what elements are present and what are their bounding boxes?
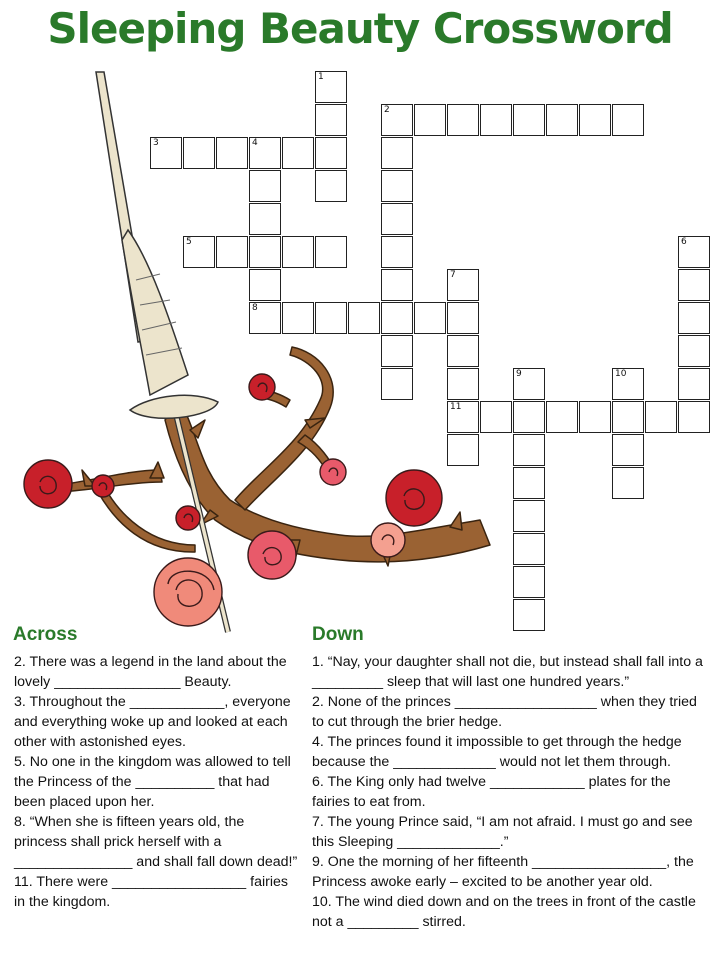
grid-cell[interactable] bbox=[282, 302, 314, 334]
grid-cell[interactable] bbox=[612, 467, 644, 499]
grid-cell[interactable] bbox=[381, 104, 413, 136]
grid-cell[interactable] bbox=[249, 302, 281, 334]
clue-down-10: 10. The wind died down and on the trees in front of the castle not a _________ stirred. bbox=[312, 894, 696, 930]
grid-cell[interactable] bbox=[447, 104, 479, 136]
rose-icon bbox=[176, 506, 200, 530]
grid-cell[interactable] bbox=[282, 137, 314, 169]
grid-cell[interactable] bbox=[513, 467, 545, 499]
grid-cell[interactable] bbox=[315, 170, 347, 202]
grid-cell[interactable] bbox=[480, 104, 512, 136]
clue-down-6: 6. The King only had twelve ____________ plates for the fairies to eat from. bbox=[312, 774, 671, 810]
grid-cell[interactable] bbox=[480, 401, 512, 433]
rose-icon bbox=[92, 475, 114, 497]
grid-cell[interactable] bbox=[678, 335, 710, 367]
rose-icon bbox=[24, 460, 72, 508]
clue-number: 8 bbox=[252, 303, 258, 313]
clue-number: 4 bbox=[252, 138, 258, 148]
grid-cell[interactable] bbox=[678, 236, 710, 268]
grid-cell[interactable] bbox=[513, 401, 545, 433]
grid-cell[interactable] bbox=[612, 434, 644, 466]
grid-cell[interactable] bbox=[348, 302, 380, 334]
grid-cell[interactable] bbox=[513, 368, 545, 400]
clue-down-2: 2. None of the princes __________________ when they tried to cut through the brier hedge. bbox=[312, 694, 697, 730]
across-heading: Across bbox=[13, 624, 78, 645]
grid-cell[interactable] bbox=[216, 236, 248, 268]
rose-icon bbox=[248, 531, 296, 579]
rose-icon bbox=[249, 374, 275, 400]
grid-cell[interactable] bbox=[183, 137, 215, 169]
clue-across-8: 8. “When she is fifteen years old, the princess shall prick herself with a _______________ and shall fall down dead!” bbox=[14, 814, 298, 870]
grid-cell[interactable] bbox=[249, 269, 281, 301]
grid-cell[interactable] bbox=[546, 104, 578, 136]
grid-cell[interactable] bbox=[249, 137, 281, 169]
grid-cell[interactable] bbox=[381, 170, 413, 202]
clue-down-7: 7. The young Prince said, “I am not afraid. I must go and see this Sleeping _____________.” bbox=[312, 814, 693, 850]
grid-cell[interactable] bbox=[612, 104, 644, 136]
grid-cell[interactable] bbox=[447, 401, 479, 433]
clue-down-9: 9. One the morning of her fifteenth _________________, the Princess awoke early – excited to be another year old. bbox=[312, 854, 694, 890]
grid-cell[interactable] bbox=[315, 137, 347, 169]
grid-cell[interactable] bbox=[381, 236, 413, 268]
clue-across-5: 5. No one in the kingdom was allowed to tell the Princess of the __________ that had been placed upon her. bbox=[14, 754, 291, 810]
clue-across-11: 11. There were _________________ fairies in the kingdom. bbox=[14, 874, 288, 910]
grid-cell[interactable] bbox=[678, 368, 710, 400]
grid-cell[interactable] bbox=[579, 401, 611, 433]
grid-cell[interactable] bbox=[414, 302, 446, 334]
grid-cell[interactable] bbox=[612, 368, 644, 400]
clue-number: 3 bbox=[153, 138, 159, 148]
clue-down-1: 1. “Nay, your daughter shall not die, but instead shall fall into a _________ sleep that will last one hundred years.” bbox=[312, 654, 703, 690]
clue-number: 7 bbox=[450, 270, 456, 280]
clue-number: 10 bbox=[615, 369, 627, 379]
clue-number: 5 bbox=[186, 237, 192, 247]
grid-cell[interactable] bbox=[183, 236, 215, 268]
rose-icon bbox=[371, 523, 405, 557]
grid-cell[interactable] bbox=[381, 203, 413, 235]
grid-cell[interactable] bbox=[381, 368, 413, 400]
grid-cell[interactable] bbox=[381, 335, 413, 367]
down-clues bbox=[312, 652, 710, 932]
grid-cell[interactable] bbox=[381, 137, 413, 169]
grid-cell[interactable] bbox=[447, 302, 479, 334]
grid-cell[interactable] bbox=[315, 236, 347, 268]
grid-cell[interactable] bbox=[513, 533, 545, 565]
across-clues bbox=[14, 652, 298, 912]
grid-cell[interactable] bbox=[447, 335, 479, 367]
grid-cell[interactable] bbox=[678, 269, 710, 301]
grid-cell[interactable] bbox=[447, 368, 479, 400]
grid-cell[interactable] bbox=[381, 269, 413, 301]
grid-cell[interactable] bbox=[513, 434, 545, 466]
clue-number: 6 bbox=[681, 237, 687, 247]
grid-cell[interactable] bbox=[216, 137, 248, 169]
grid-cell[interactable] bbox=[612, 401, 644, 433]
rose-icon bbox=[154, 558, 222, 626]
grid-cell[interactable] bbox=[645, 401, 677, 433]
grid-cell[interactable] bbox=[381, 302, 413, 334]
clue-across-2: 2. There was a legend in the land about the lovely ________________ Beauty. bbox=[14, 654, 287, 690]
page-title: Sleeping Beauty Crossword bbox=[47, 4, 673, 53]
grid-cell[interactable] bbox=[513, 566, 545, 598]
grid-cell[interactable] bbox=[414, 104, 446, 136]
rose-icon bbox=[386, 470, 442, 526]
grid-cell[interactable] bbox=[282, 236, 314, 268]
grid-cell[interactable] bbox=[315, 71, 347, 103]
clue-across-3: 3. Throughout the ____________, everyone and everything woke up and looked at each other with astonished eyes. bbox=[14, 694, 291, 750]
grid-cell[interactable] bbox=[249, 203, 281, 235]
grid-cell[interactable] bbox=[249, 170, 281, 202]
grid-cell[interactable] bbox=[447, 269, 479, 301]
grid-cell[interactable] bbox=[546, 401, 578, 433]
clue-number: 11 bbox=[450, 402, 462, 412]
rose-icon bbox=[320, 459, 346, 485]
grid-cell[interactable] bbox=[513, 500, 545, 532]
grid-cell[interactable] bbox=[315, 104, 347, 136]
grid-cell[interactable] bbox=[315, 302, 347, 334]
grid-cell[interactable] bbox=[678, 401, 710, 433]
grid-cell[interactable] bbox=[249, 236, 281, 268]
roses bbox=[24, 374, 442, 626]
clue-number: 2 bbox=[384, 105, 390, 115]
down-heading: Down bbox=[312, 624, 364, 645]
clue-number: 9 bbox=[516, 369, 522, 379]
clue-down-4: 4. The princes found it impossible to get through the hedge because the _____________ would not let them through. bbox=[312, 734, 682, 770]
clue-number: 1 bbox=[318, 72, 324, 82]
grid-cell[interactable] bbox=[150, 137, 182, 169]
grid-cell[interactable] bbox=[513, 104, 545, 136]
grid-cell[interactable] bbox=[447, 434, 479, 466]
grid-cell[interactable] bbox=[579, 104, 611, 136]
grid-cell[interactable] bbox=[678, 302, 710, 334]
grid-cell[interactable] bbox=[513, 599, 545, 631]
